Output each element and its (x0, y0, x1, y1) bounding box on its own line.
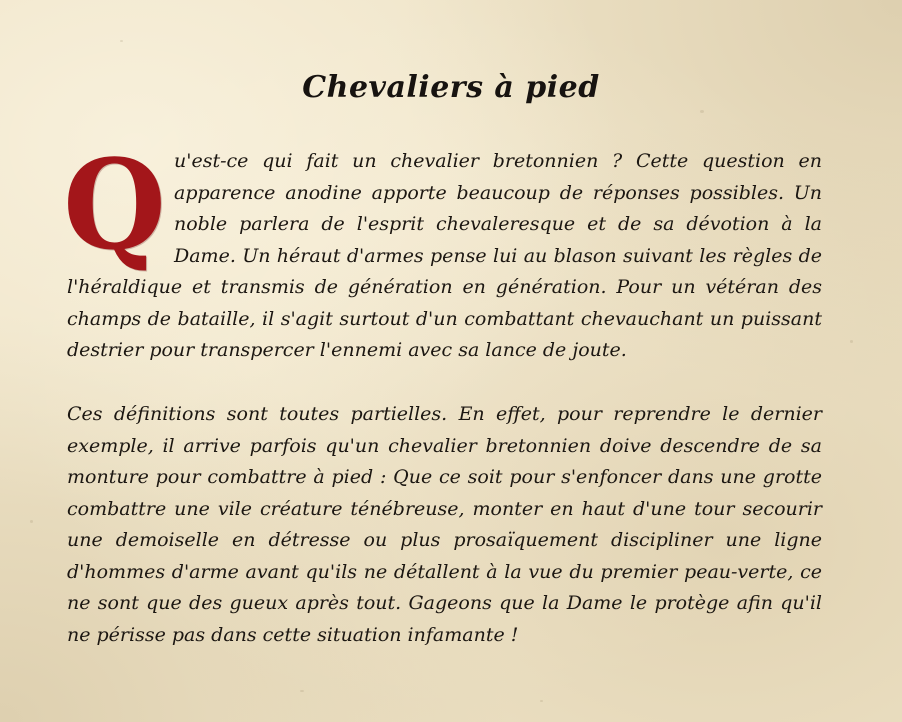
parchment-fleck (540, 700, 543, 702)
parchment-fleck (30, 520, 33, 523)
paragraph-1-text: u'est-ce qui fait un chevalier bretonnien ? Cette question en apparence anodine apporte beaucoup de réponses possibles. Un noble parlera de l'esprit chevaleresque et de sa dévotion à la Dame. Un héraut d'armes pense lui au blason suivant les règles de l'héraldique et transmis de génération en génération. Pour un vétéran des champs de bataille, il s'agit surtout d'un combattant chevauchant un puissant destrier pour transpercer l'ennemi avec sa lance de joute. (67, 150, 822, 361)
page-title: Chevaliers à pied (302, 70, 600, 105)
parchment-fleck (120, 40, 123, 42)
parchment-fleck (300, 690, 304, 692)
parchment-fleck (850, 340, 853, 343)
paragraph-1 (63, 131, 822, 367)
drop-cap-letter: Q (63, 131, 166, 278)
paragraph-2: Ces définitions sont toutes partielles. En effet, pour reprendre le dernier exemple, il arrive parfois qu'un chevalier bretonnien doive descendre de sa monture pour combattre à pied : Que ce soit pour s'enfoncer dans une grotte combattre une vile créature ténébreuse, monter en haut d'une tour secourir une demoiselle en détresse ou plus prosaïquement discipliner une ligne d'hommes d'arme avant qu'ils ne détallent à la vue du premier peau-verte, ce ne sont que des gueux après tout. Gageons que la Dame le protège afin qu'il ne périsse pas dans cette situation infamante ! (67, 403, 822, 646)
parchment-fleck (700, 110, 704, 113)
